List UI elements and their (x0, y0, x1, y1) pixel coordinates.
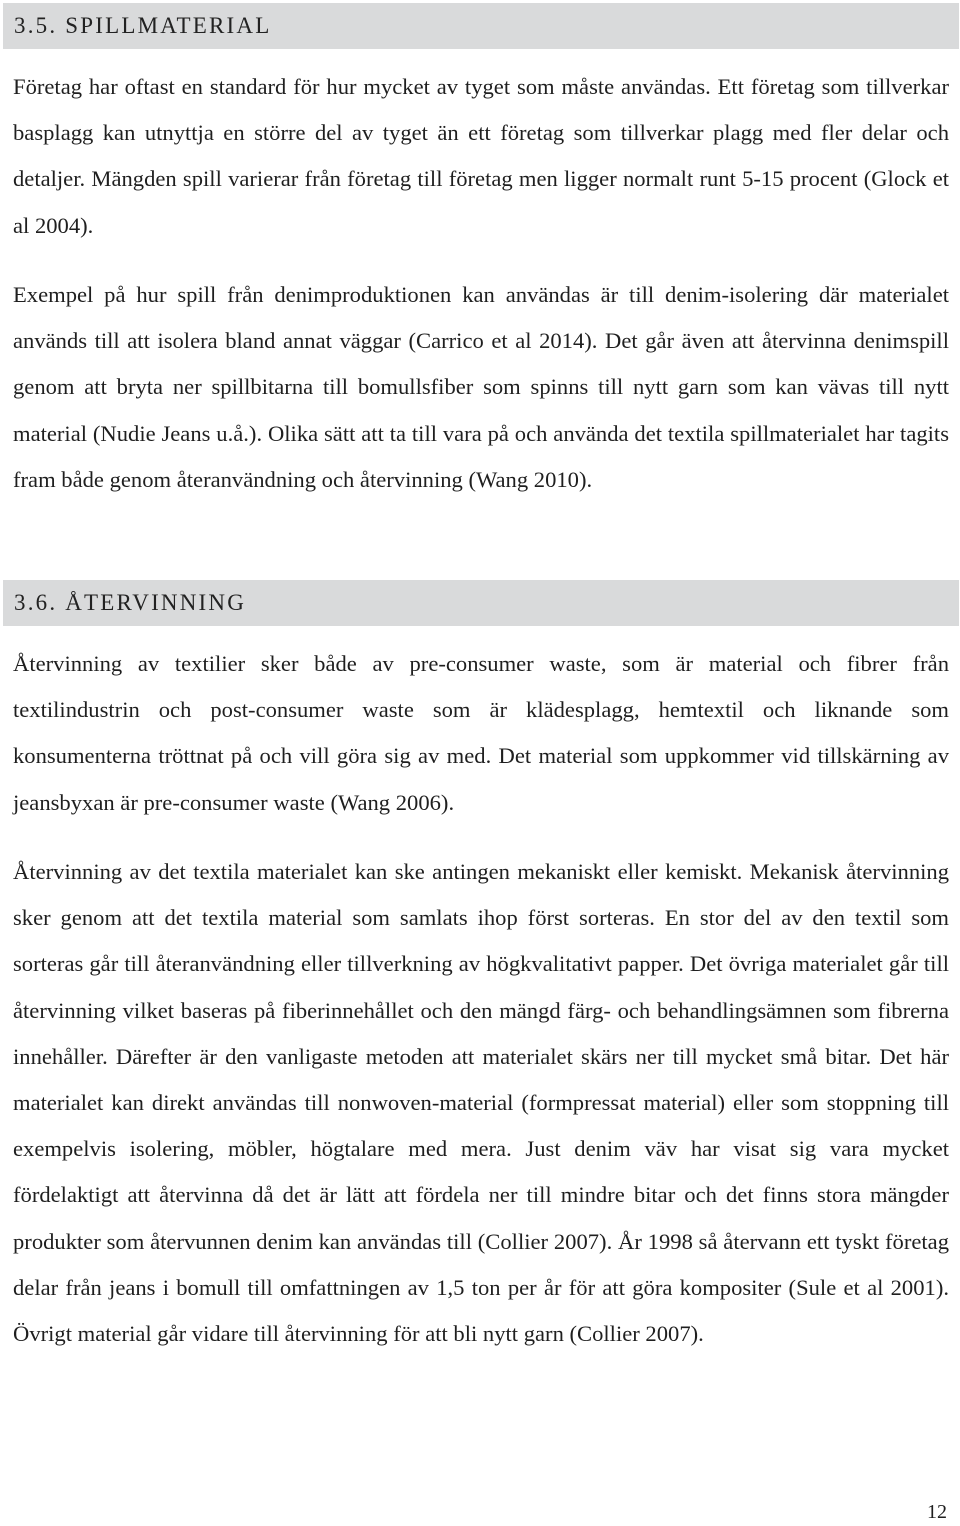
section-heading-spillmaterial: 3.5. SPILLMATERIAL (3, 3, 959, 49)
paragraph-recycling-methods: Återvinning av det textila materialet kan ske antingen mekaniskt eller kemiskt. Mekanisk återvinning sker genom att det textila material som samlats ihop först sorteras. En stor del av den textil som sorteras går till återanvändning eller tillverkning av högkvalitativt papper. Det övriga materialet går till återvinning vilket baseras på fiberinnehållet och den mängd färg- och behandlingsämnen som fibrerna innehåller. Därefter är den vanligaste metoden att materialet skärs ner till mycket små bitar. Det här materialet kan direkt användas till nonwoven-material (formpressat material) eller som stoppning till exempelvis isolering, möbler, högtalare med mera. Just denim väv har visat sig vara mycket fördelaktigt att återvinna då det är lätt att fördela ner till mindre bitar och det finns stora mängder produkter som återvunnen denim kan användas till (Collier 2007). År 1998 så återvann ett tyskt företag delar från jeans i bomull till omfattningen av 1,5 ton per år för att göra kompositer (Sule et al 2001). Övrigt material går vidare till återvinning för att bli nytt garn (Collier 2007). (13, 859, 949, 1347)
paragraph-pre-post-consumer-waste: Återvinning av textilier sker både av pre-consumer waste, som är material och fibrer från textilindustrin och post-consumer waste som är klädesplagg, hemtextil och liknande som konsumenterna tröttnat på och vill göra sig av med. Det material som uppkommer vid tillskärning av jeansbyxan är pre-consumer waste (Wang 2006). (13, 651, 949, 815)
paragraph-spill-standard: Företag har oftast en standard för hur mycket av tyget som måste användas. Ett företag som tillverkar basplagg kan utnyttja en större del av tyget än ett företag som tillverkar plagg med fler delar och detaljer. Mängden spill varierar från företag till företag men ligger normalt runt 5-15 procent (Glock et al 2004). (13, 74, 949, 238)
section-heading-atervinning: 3.6. ÅTERVINNING (3, 580, 959, 626)
page-number: 12 (927, 1501, 947, 1523)
paragraph-denim-spill-examples: Exempel på hur spill från denimproduktionen kan användas är till denim-isolering där materialet används till att isolera bland annat väggar (Carrico et al 2014). Det går även att återvinna denimspill genom att bryta ner spillbitarna till bomullsfiber som spinns till nytt garn som kan vävas till nytt material (Nudie Jeans u.å.). Olika sätt att ta till vara på och använda det textila spillmaterialet har tagits fram både genom återanvändning och återvinning (Wang 2010). (13, 282, 949, 492)
